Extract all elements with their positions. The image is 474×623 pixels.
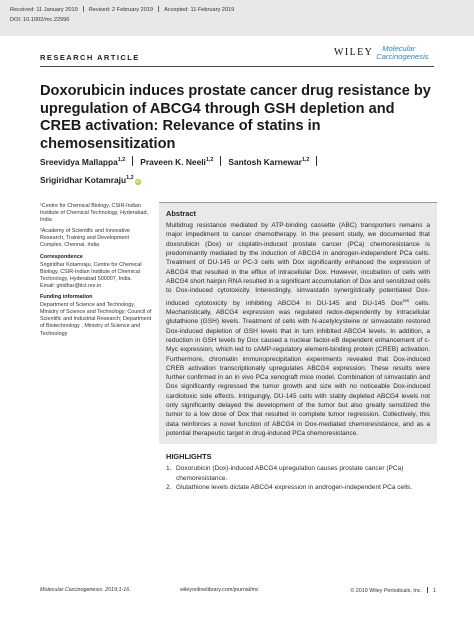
publisher-logo: [334, 45, 429, 61]
abstract-text: [166, 221, 430, 438]
journal-logo-line2: Carcinogenesis: [376, 52, 429, 61]
date-divider: [158, 6, 159, 12]
author-affiliation-marker: 1,2: [126, 175, 134, 181]
affiliation-2: ²Academy of Scientific and Innovative Research, Training and Development Complex, Chennai, India: [40, 228, 130, 249]
author-name: Srigiridhar Kotamraju: [40, 175, 127, 185]
list-item: [166, 464, 436, 483]
doi[interactable]: DOI: 10.1002/mc.22996: [10, 17, 70, 23]
author-name: Praveen K. Neeli: [140, 157, 206, 167]
abstract-text-part1: Multidrug resistance mediated by ATP-binding cassette (ABC) transporters remains a major impediment to cancer chemotherapy. In the present study, we documented that doxorubicin (Dox) or cisplatin-induced prostate cancer (PCa) chemoresistance is predominantly mediated by the induction of ABCG4 in androgen-independent PCa cells. Treatment of DU-145 or PC-3 cells with Dox significantly enhanced the expression of ABCG4 that resulted in the efflux of intracellular Dox. However, incubation of cells with ABCG4 short hairpin RNA resulted in a significant accumulation of Dox and sensitized cells to Dox-induced cytotoxicity. Interestingly, simvastatin synergistically potentiated Dox-induced cytotoxicity by inhibiting ABCG4 in DU-145 and DU-145 Dox: [166, 222, 430, 307]
footer-copyright: © 2019 Wiley Periodicals, Inc.: [350, 588, 422, 594]
orcid-icon[interactable]: iD: [135, 179, 140, 184]
funding-heading: Funding information: [40, 294, 93, 301]
correspondence-text: Srigiridhar Kotamraju, Centre for Chemical Biology, CSIR-Indian Institute of Chemical Technology, Hyderabad 500007, India.: [40, 261, 142, 282]
abstract-text-part2: cells. Mechanistically, ABCG4 expression was regulated redox-dependently by intracellular glutathione (GSH) levels. Treatment of cells with N-acetylcysteine or simvastatin restored Dox-induced depletion of GSH levels that in turn inhibited ABCG4 levels. In addition, a reduction in GSH levels by Dox caused a nuclear factor-κB dependent enhancement of c-Myc expression, which led to cAMP-regulatory element-binding protein (CREB) activation. Furthermore, chromatin immunoprecipitation experiments revealed that Dox-induced CREB activation transcriptionally upregulates ABCG4 expression. These results were further confirmed in an in vivo PCa xenograft mice model. Combination of simvastatin and Dox significantly regressed the tumor growth and size with no noticeable Dox-induced cardiotoxic side effects. Intriguingly, DU-145 cells with stably depleted ABCG4 levels not only significantly delayed the development of the tumor but also greatly sensitized the tumor to a low dose of Dox that resulted in complete tumor regression. Collectively, this data reinforces a novel function of ABCG4 in Dox-mediated chemoresistance, and as a potential therapeutic target in drug-induced PCa chemoresistance.: [166, 299, 430, 438]
received-date: Received: 11 January 2019: [10, 7, 78, 13]
article-type: RESEARCH ARTICLE: [40, 53, 140, 62]
author[interactable]: [140, 157, 213, 167]
author-list: [40, 152, 440, 188]
correspondence-email[interactable]: Email: giridhar@iict.res.in: [40, 282, 102, 289]
author-divider: [220, 156, 221, 166]
header-divider: [40, 66, 434, 67]
correspondence-heading: Correspondence: [40, 253, 83, 260]
journal-logo-line1: Molecular: [382, 44, 416, 53]
author[interactable]: [228, 157, 309, 167]
accepted-date: Accepted: 11 February 2019: [164, 7, 235, 13]
main-column: [159, 202, 437, 492]
highlights-heading: HIGHLIGHTS: [166, 452, 212, 462]
footer-copyright-block: [350, 587, 436, 594]
author-name: Sreevidya Mallappa: [40, 157, 118, 167]
revised-date: Revised: 2 February 2019: [88, 7, 154, 13]
article-dates: [10, 6, 234, 13]
funding-text: Department of Science and Technology, Ministry of Science and Technology; Council of Scientific and Industrial Research; Department of Biotechnology , Ministry of Science and Technology: [40, 302, 152, 337]
author[interactable]: [40, 175, 134, 185]
page-number: 1: [433, 588, 436, 594]
article-title: Doxorubicin induces prostate cancer drug resistance by upregulation of ABCG4 through GSH depletion and CREB activation: Relevance of statins in chemosensitization: [40, 83, 431, 152]
abstract-heading: Abstract: [166, 209, 196, 218]
list-item-text: Doxorubicin (Dox)-induced ABCG4 upregulation causes prostate cancer (PCa) chemoresistance.: [176, 465, 404, 482]
list-item: [166, 483, 436, 492]
wiley-logo: WILEY: [334, 47, 374, 58]
journal-logo: [376, 45, 428, 61]
list-item-number: 1.: [166, 465, 172, 473]
highlights-list: [166, 464, 436, 492]
article-info-sidebar: [40, 203, 152, 342]
footer-journal-link[interactable]: wileyonlinelibrary.com/journal/mc: [180, 587, 259, 593]
author-name: Santosh Karnewar: [228, 157, 302, 167]
author-divider: [316, 156, 317, 166]
abstract-superscript: res: [402, 297, 410, 303]
list-item-number: 2.: [166, 483, 172, 491]
date-divider: [83, 6, 84, 12]
author-divider: [132, 156, 133, 166]
footer-divider: [427, 587, 428, 593]
author-affiliation-marker: 1,2: [301, 157, 310, 163]
footer-journal-citation: Molecular Carcinogenesis. 2019;1-16.: [40, 587, 131, 593]
author-affiliation-marker: 1,2: [205, 157, 214, 163]
author-affiliation-marker: 1,2: [117, 157, 126, 163]
abstract-box: [159, 202, 437, 444]
author[interactable]: [40, 157, 125, 167]
list-item-text: Glutathione levels dictate ABCG4 expression in androgen-independent PCa cells.: [176, 483, 413, 491]
affiliation-1: ¹Centre for Chemical Biology, CSIR-Indian Institute of Chemical Technology, Hyderabad, India: [40, 203, 148, 224]
